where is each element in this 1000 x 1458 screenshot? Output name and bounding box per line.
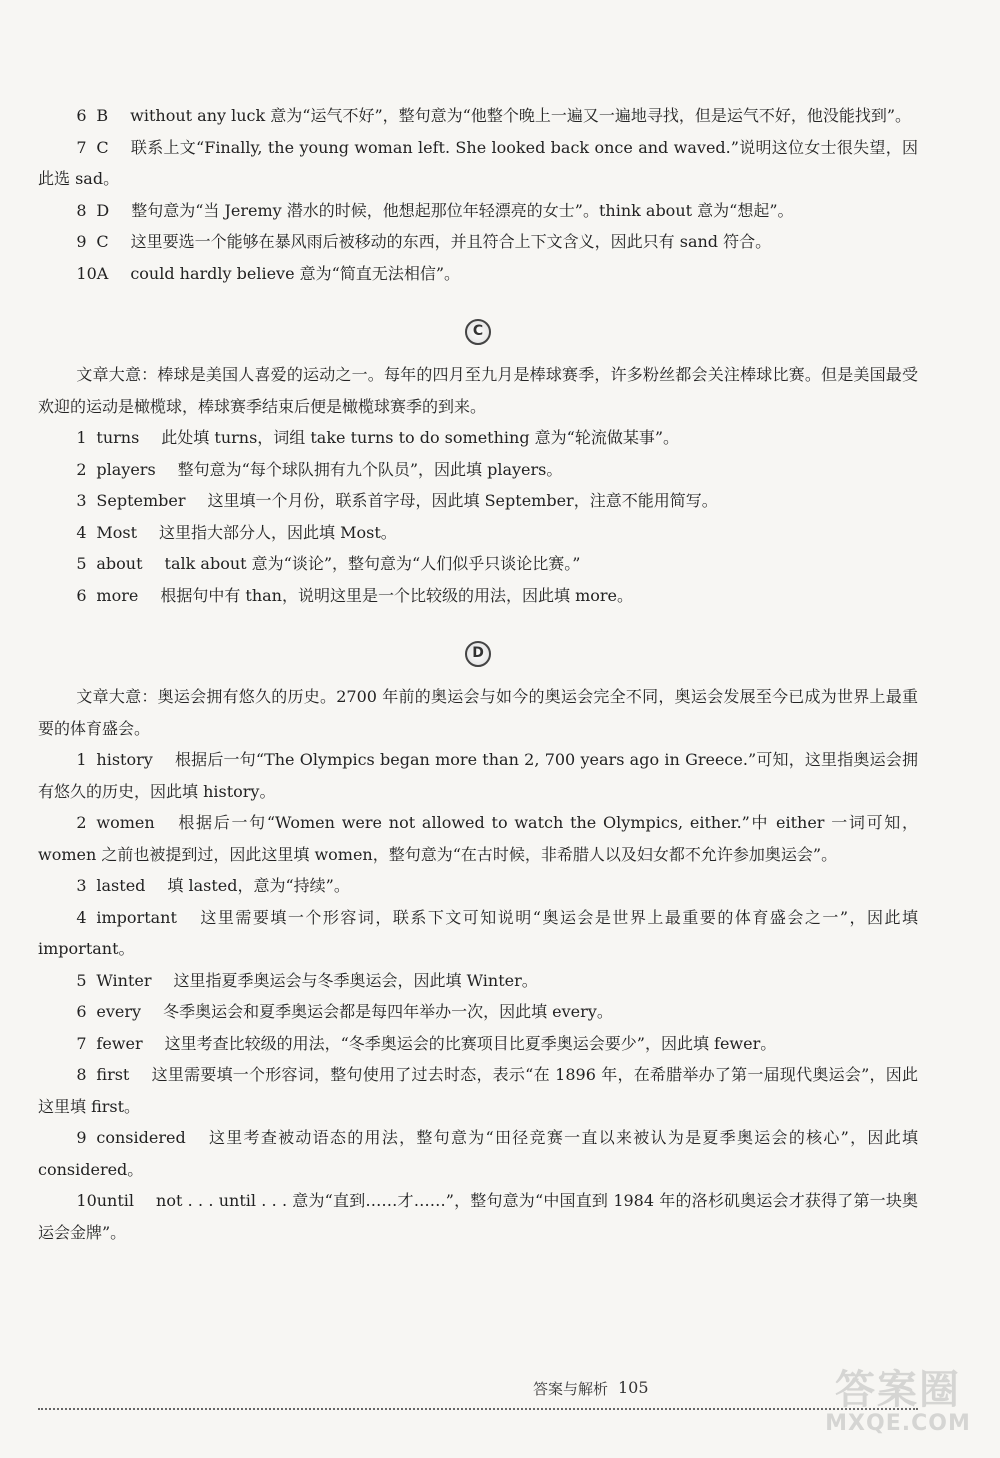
section-d-items xyxy=(38,744,918,1248)
answer-item: 5 Winter 这里指夏季奥运会与冬季奥运会，因此填 Winter。 xyxy=(76,970,538,990)
answer-item: 6 B without any luck 意为“运气不好”，整句意为“他整个晚上一遍又一遍地寻找，但是运气不好，他没能找到”。 xyxy=(76,106,912,125)
section-b-items xyxy=(38,100,918,289)
section-d-summary: 文章大意：奥运会拥有悠久的历史。2700 年前的奥运会与如今的奥运会完全不同，奥运会发展至今已成为世界上最重要的体育盛会。 xyxy=(38,687,918,738)
answer-item: 7 C 联系上文“Finally, the young woman left. She looked back once and waved.”说明这位女士很失望，因此选 sad。 xyxy=(38,137,918,188)
answer-item: 7 fewer 这里考查比较级的用法，“冬季奥运会的比赛项目比夏季奥运会要少”，因此填 fewer。 xyxy=(76,1033,777,1053)
answer-item: 8 first 这里需要填一个形容词，整句使用了过去时态，表示“在 1896 年，在希腊举办了第一届现代奥运会”，因此这里填 first。 xyxy=(38,1065,918,1116)
section-d-header xyxy=(38,641,918,667)
answer-item: 1 turns 此处填 turns，词组 take turns to do something 意为“轮流做某事”。 xyxy=(76,428,680,447)
watermark-bottom-text: MXQE.COM xyxy=(825,1411,971,1436)
watermark-logo xyxy=(808,1368,988,1448)
answer-item: 4 important 这里需要填一个形容词，联系下文可知说明“奥运会是世界上最重要的体育盛会之一”，因此填 important。 xyxy=(38,907,918,958)
answer-item: 6 more 根据句中有 than，说明这里是一个比较级的用法，因此填 more。 xyxy=(76,585,633,605)
answer-item: 4 Most 这里指大部分人，因此填 Most。 xyxy=(76,522,397,542)
answer-item: 3 September 这里填一个月份，联系首字母，因此填 September，注意不能用简写。 xyxy=(76,491,718,510)
page-number: 105 xyxy=(618,1378,649,1397)
answer-item: 5 about talk about 意为“谈论”，整句意为“人们似乎只谈论比赛。” xyxy=(76,554,581,573)
answer-item: 9 C 这里要选一个能够在暴风雨后被移动的东西，并且符合上下文含义，因此只有 sand 符合。 xyxy=(76,232,772,251)
section-d-badge-icon: D xyxy=(465,641,491,667)
answer-item: 9 considered 这里考查被动语态的用法，整句意为“田径竞赛一直以来被认为是夏季奥运会的核心”，因此填 considered。 xyxy=(38,1128,918,1179)
answer-item: 2 women 根据后一句“Women were not allowed to watch the Olympics, either.”中 either 一词可知，women 之前也被提到过，因此这里填 women，整句意为“在古时候，非希腊人以及妇女都不允许参加奥运会”。 xyxy=(38,813,918,864)
footer-label: 答案与解析 xyxy=(533,1380,609,1398)
section-c-summary: 文章大意：棒球是美国人喜爱的运动之一。每年的四月至九月是棒球赛季，许多粉丝都会关注棒球比赛。但是美国最受欢迎的运动是橄榄球，棒球赛季结束后便是橄榄球赛季的到来。 xyxy=(38,365,918,416)
section-c-items xyxy=(38,422,918,611)
answer-item: 1 history 根据后一句“The Olympics began more than 2, 700 years ago in Greece.”可知，这里指奥运会拥有悠久的历史，因此填 history。 xyxy=(38,750,918,801)
watermark-top-text: 答案圈 xyxy=(835,1367,961,1413)
answer-item: 3 lasted 填 lasted，意为“持续”。 xyxy=(76,876,350,895)
answer-item: 10until not . . . until . . . 意为“直到……才……”，整句意为“中国直到 1984 年的洛杉矶奥运会才获得了第一块奥运会金牌”。 xyxy=(38,1191,918,1242)
answer-item: 6 every 冬季奥运会和夏季奥运会都是每四年举办一次，因此填 every。 xyxy=(76,1002,613,1021)
answer-item: 10A could hardly believe 意为“简直无法相信”。 xyxy=(76,263,461,283)
answer-item: 2 players 整句意为“每个球队拥有九个队员”，因此填 players。 xyxy=(76,459,563,479)
answer-content xyxy=(38,100,918,1248)
page-footer xyxy=(38,1378,918,1410)
answer-item: 8 D 整句意为“当 Jeremy 潜水的时候，他想起那位年轻漂亮的女士”。think about 意为“想起”。 xyxy=(76,200,794,220)
section-c-header xyxy=(38,319,918,345)
section-c-badge-icon: C xyxy=(465,319,491,345)
